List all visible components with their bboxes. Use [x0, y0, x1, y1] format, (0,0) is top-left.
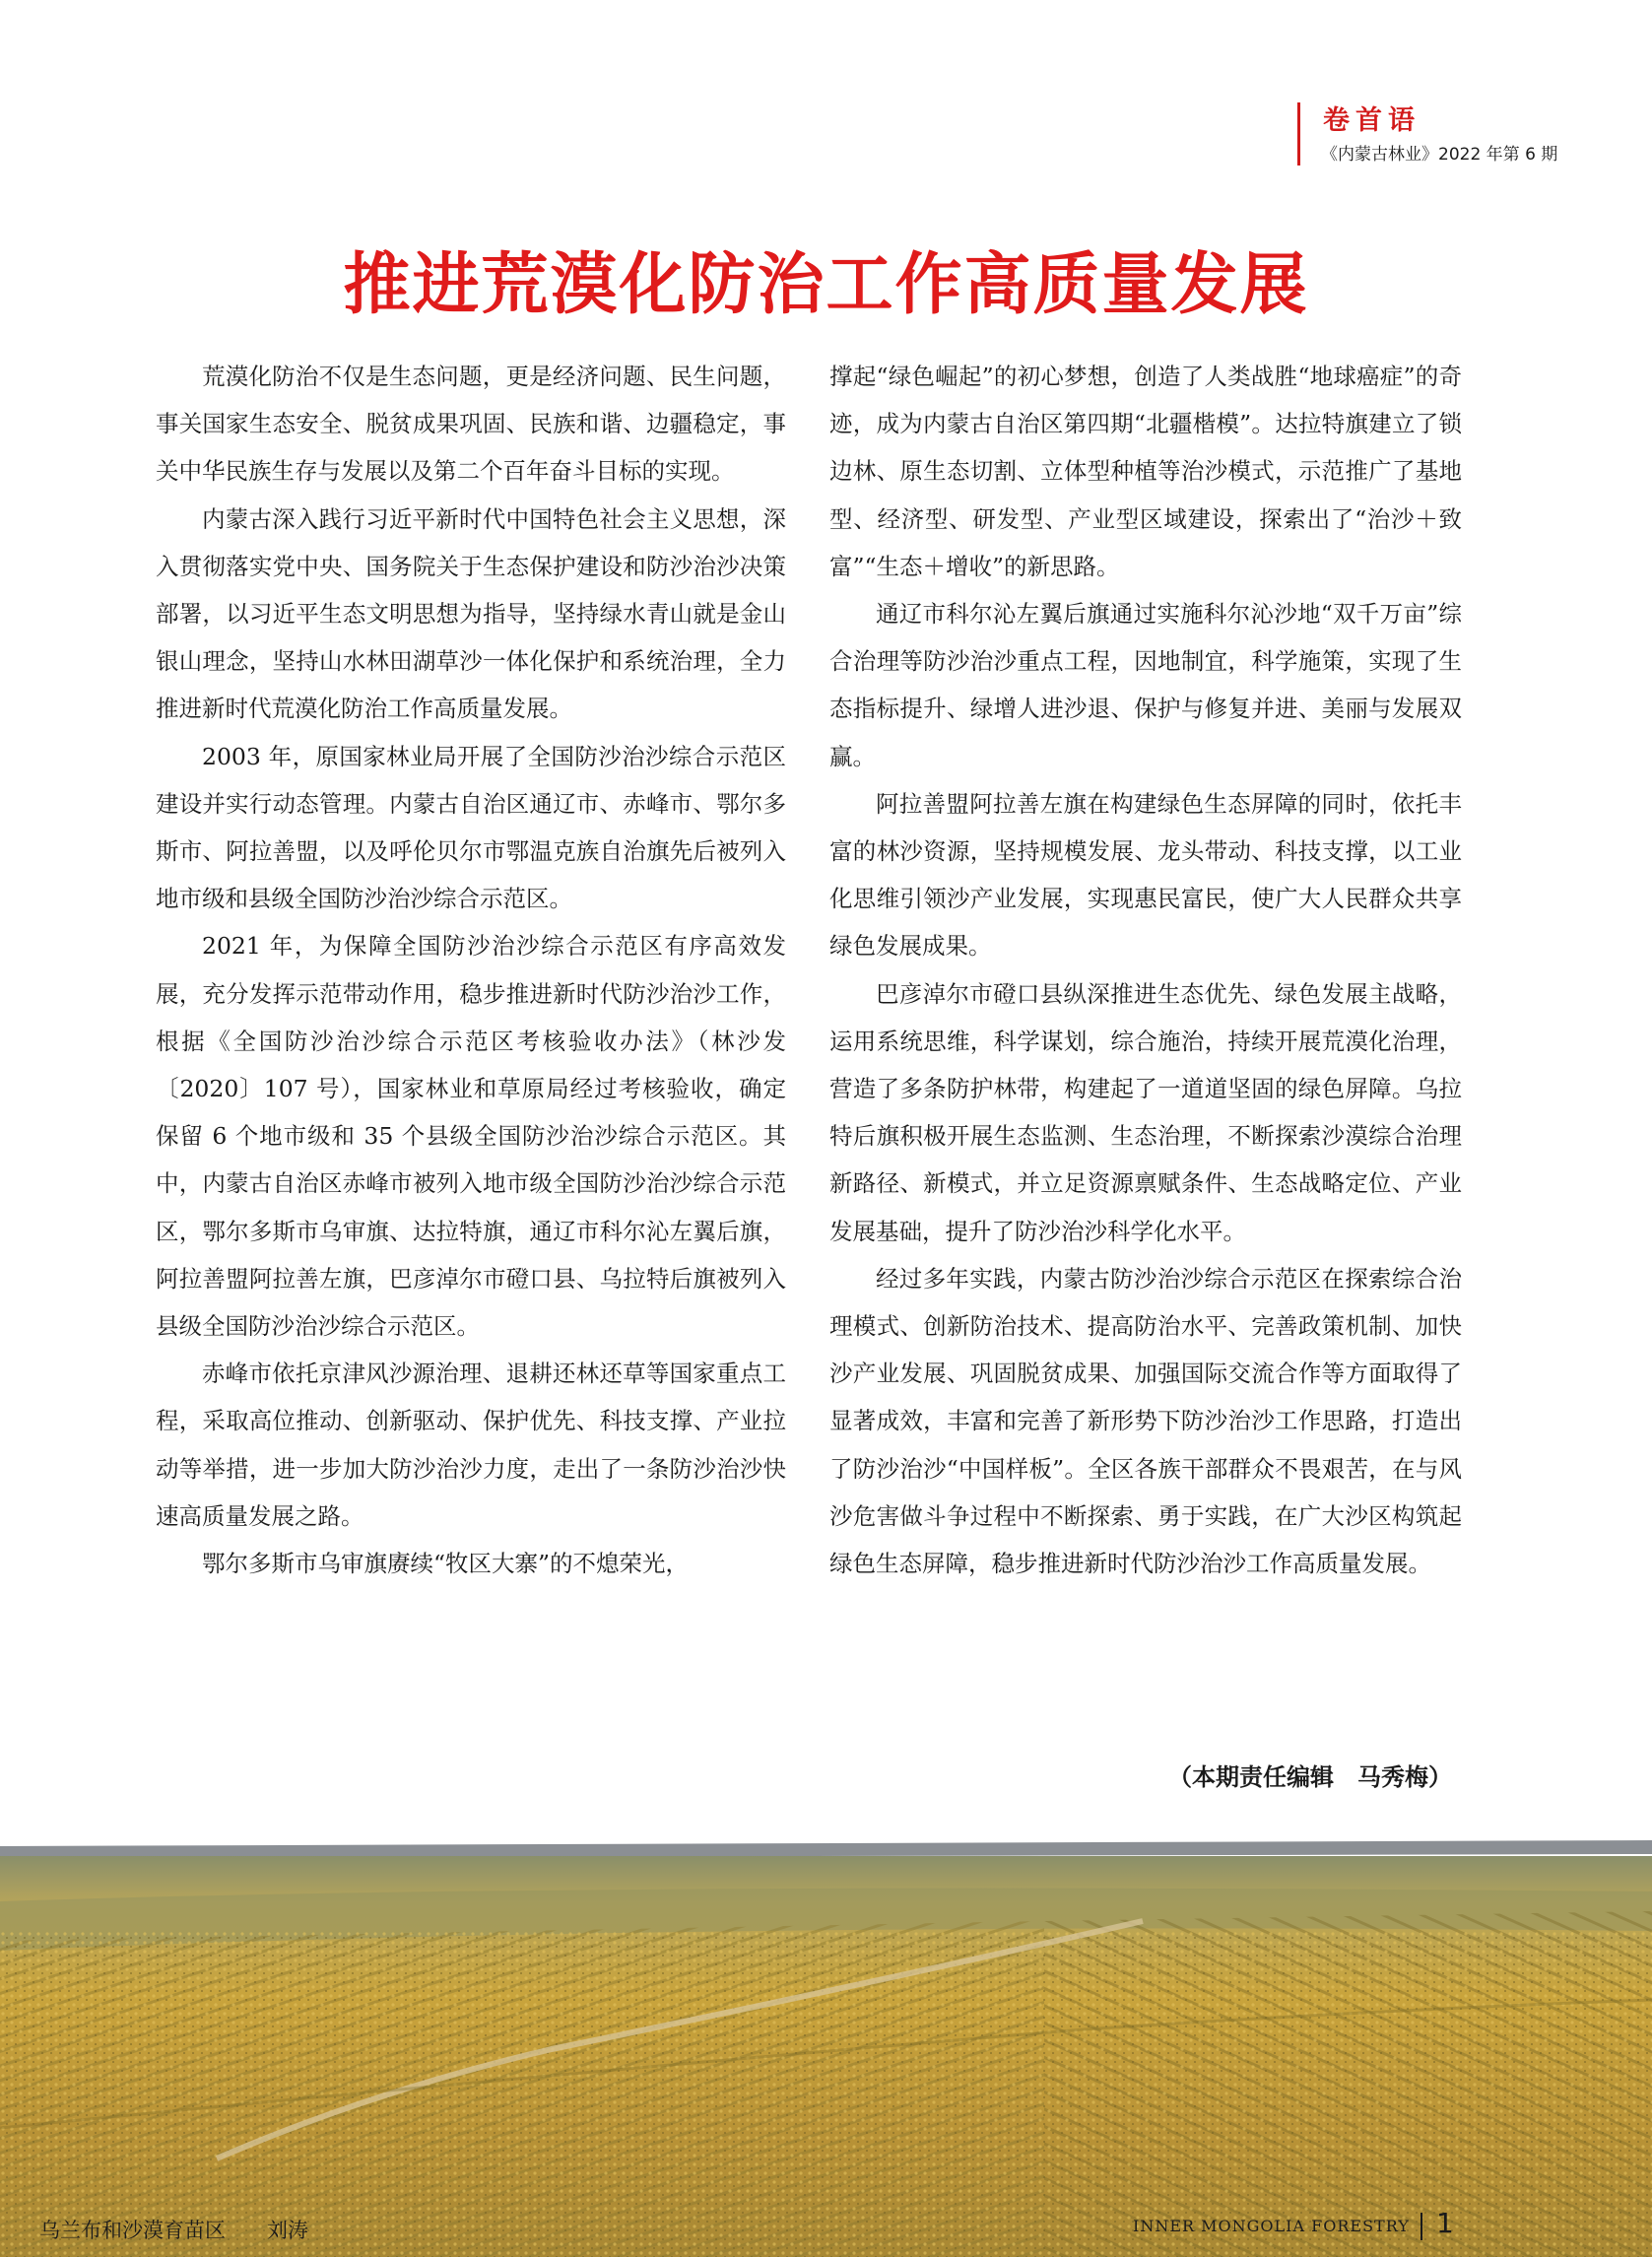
photo-caption: 乌兰布和沙漠育苗区 刘涛 [39, 2219, 308, 2242]
paragraph: 通辽市科尔沁左翼后旗通过实施科尔沁沙地“双千万亩”综合治理等防沙治沙重点工程，因地制宜，科学施策，实现了生态指标提升、绿增人进沙退、保护与修复并进、美丽与发展双赢。 [829, 600, 1462, 770]
paragraph-continuation: 撑起“绿色崛起”的初心梦想，创造了人类战胜“地球癌症”的奇迹，成为内蒙古自治区第四期“北疆楷模”。达拉特旗建立了锁边林、原生态切割、立体型种植等治沙模式，示范推广了基地型、经济型、研发型、产业型区域建设，探索出了“治沙＋致富”“生态＋增收”的新思路。 [829, 363, 1462, 580]
section-label: 卷首语 [1323, 105, 1421, 136]
paragraph: 赤峰市依托京津风沙源治理、退耕还林还草等国家重点工程，采取高位推动、创新驱动、保护优先、科技支撑、产业拉动等举措，进一步加大防沙治沙力度，走出了一条防沙治沙快速高质量发展之路。 [156, 1360, 786, 1530]
paragraph: 2003 年，原国家林业局开展了全国防沙治沙综合示范区建设并实行动态管理。内蒙古自治区通辽市、赤峰市、鄂尔多斯市、阿拉善盟，以及呼伦贝尔市鄂温克族自治旗先后被列入地市级和县级全国防沙治沙综合示范区。 [156, 742, 786, 913]
column-header [1297, 99, 1613, 171]
paragraph: 2021 年，为保障全国防沙治沙综合示范区有序高效发展，充分发挥示范带动作用，稳步推进新时代防沙治沙工作，根据《全国防沙治沙综合示范区考核验收办法》（林沙发〔2020〕107 号），国家林业和草原局经过考核验收，确定保留 6 个地市级和 35 个县级全国防沙治沙综合示范区。其中，内蒙古自治区赤峰市被列入地市级全国防沙治沙综合示范区，鄂尔多斯市乌审旗、达拉特旗，通辽市科尔沁左翼后旗，阿拉善盟阿拉善左旗，巴彦淖尔市磴口县、乌拉特后旗被列入县级全国防沙治沙综合示范区。 [156, 932, 786, 1341]
left-column [156, 353, 786, 1587]
right-column [829, 353, 1462, 1587]
issue-label: 《内蒙古林业》2022 年第 6 期 [1321, 145, 1558, 165]
paragraph: 阿拉善盟阿拉善左旗在构建绿色生态屏障的同时，依托丰富的林沙资源，坚持规模发展、龙头带动、科技支撑，以工业化思维引领沙产业发展，实现惠民富民，使广大人民群众共享绿色发展成果。 [829, 789, 1462, 961]
paragraph: 鄂尔多斯市乌审旗赓续“牧区大寨”的不熄荣光， [202, 1550, 690, 1578]
paragraph: 荒漠化防治不仅是生态问题，更是经济问题、民生问题，事关国家生态安全、脱贫成果巩固、民族和谐、边疆稳定，事关中华民族生存与发展以及第二个百年奋斗目标的实现。 [156, 363, 786, 486]
magazine-name: INNER MONGOLIA FORESTRY [1133, 2217, 1410, 2235]
paragraph: 内蒙古深入践行习近平新时代中国特色社会主义思想，深入贯彻落实党中央、国务院关于生态保护建设和防沙治沙决策部署，以习近平生态文明思想为指导，坚持绿水青山就是金山银山理念，坚持山水林田湖草沙一体化保护和系统治理，全力推进新时代荒漠化防治工作高质量发展。 [156, 504, 786, 723]
paragraph: 巴彦淖尔市磴口县纵深推进生态优先、绿色发展主战略，运用系统思维，科学谋划，综合施治，持续开展荒漠化治理，营造了多条防护林带，构建起了一道道坚固的绿色屏障。乌拉特后旗积极开展生态监测、生态治理，不断探索沙漠综合治理新路径、新模式，并立足资源禀赋条件、生态战略定位、产业发展基础，提升了防沙治沙科学化水平。 [829, 979, 1462, 1245]
paragraph: 经过多年实践，内蒙古防沙治沙综合示范区在探索综合治理模式、创新防治技术、提高防治水平、完善政策机制、加快沙产业发展、巩固脱贫成果、加强国际交流合作等方面取得了显著成效，丰富和完善了新形势下防沙治沙工作思路，打造出了防沙治沙“中国样板”。全区各族干部群众不畏艰苦，在与风沙危害做斗争过程中不断探索、勇于实践，在广大沙区构筑起绿色生态屏障，稳步推进新时代防沙治沙工作高质量发展。 [829, 1264, 1462, 1578]
editor-note: （本期责任编辑 马秀梅） [1168, 1763, 1452, 1791]
header-accent-bar [1297, 102, 1300, 166]
page-number: 1 [1436, 2207, 1454, 2239]
footer-divider [1421, 2213, 1422, 2240]
article-title: 推进荒漠化防治工作高质量发展 [343, 245, 1309, 324]
landscape-photo [0, 1832, 1652, 2257]
